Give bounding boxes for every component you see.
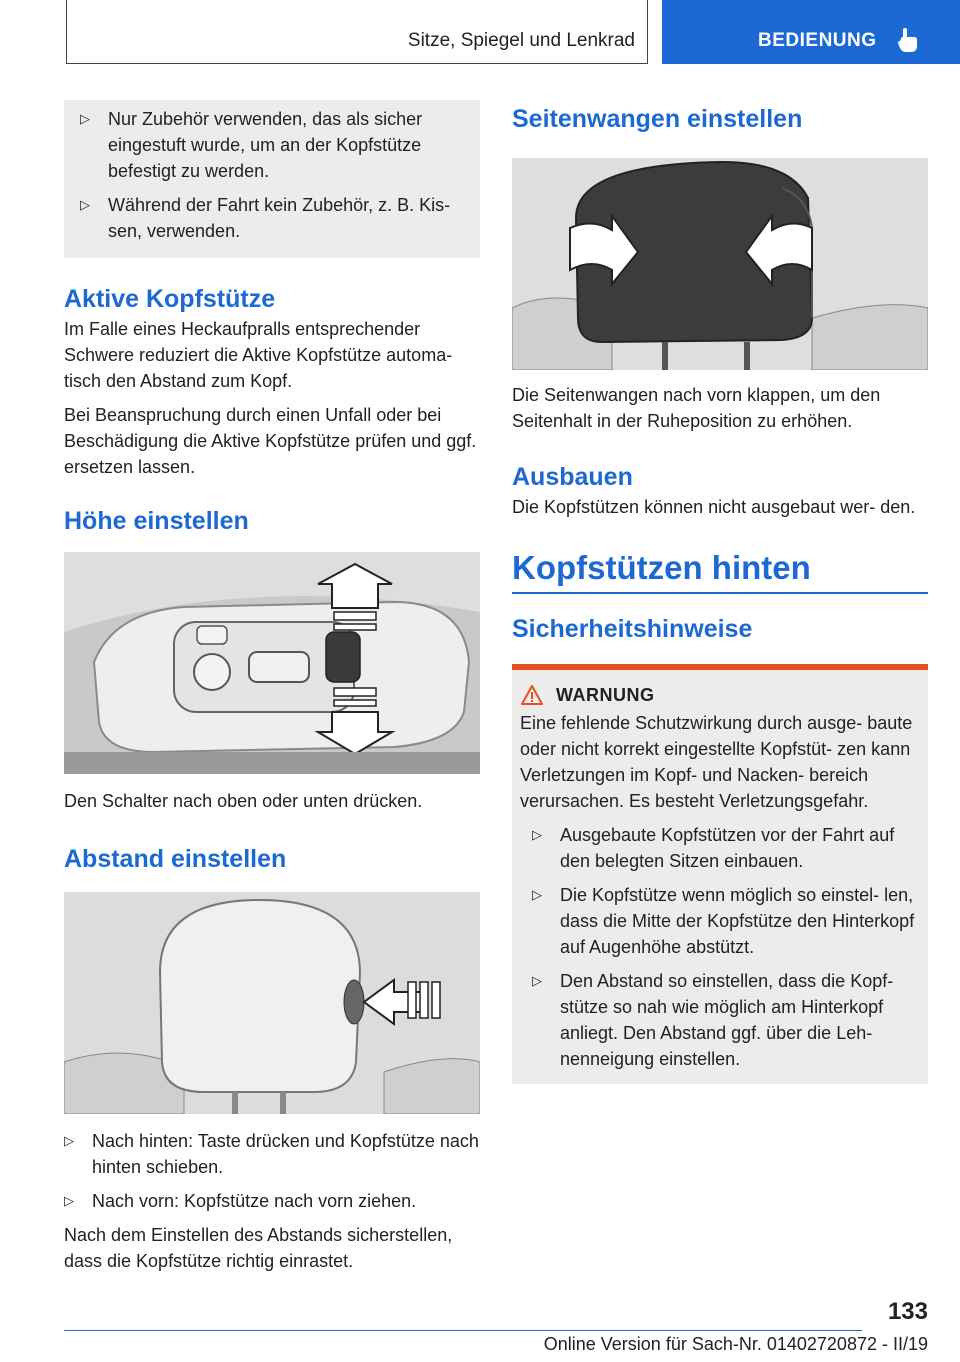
heading-kopfstuetzen-hinten: Kopfstützen hinten — [512, 548, 928, 594]
list-item-text: Den Abstand so einstellen, dass die Kopf- stütze so nah wie möglich am Hinterkopf anliegt. Den Abstand ggf. über die Leh- nenneigung einstellen. — [560, 971, 894, 1069]
warning-block — [512, 664, 928, 1084]
warning-triangle-icon — [520, 684, 544, 706]
heading-aktive-kopfstuetze: Aktive Kopfstütze — [64, 285, 276, 313]
bullet-triangle-icon: ▷ — [80, 197, 90, 212]
paragraph: Die Kopfstützen können nicht ausgebaut wer- den. — [512, 497, 916, 517]
footer-version-text: Online Version für Sach-Nr. 01402720872 - II/19 — [543, 1334, 928, 1354]
bullet-triangle-icon: ▷ — [532, 887, 542, 902]
bullet-triangle-icon: ▷ — [532, 973, 542, 988]
chapter-title: Sitze, Spiegel und Lenkrad — [407, 30, 635, 51]
left-column — [64, 100, 480, 1274]
heading-seitenwangen-einstellen: Seitenwangen einstellen — [512, 105, 803, 133]
heading-ausbauen: Ausbauen — [512, 463, 633, 491]
page-number: 133 — [887, 1298, 928, 1325]
list-item — [532, 822, 916, 874]
list-item — [64, 1128, 480, 1180]
header-chapter-box — [66, 0, 648, 64]
side-wings-illustration — [512, 158, 928, 370]
paragraph: Im Falle eines Heckaufpralls entsprechender Schwere reduziert die Aktive Kopfstütze automa- tisch den Abstand zum Kopf. — [64, 319, 453, 391]
list-item — [80, 192, 466, 244]
list-item-text: Während der Fahrt kein Zubehör, z. B. Kis- sen, verwenden. — [108, 195, 451, 241]
headrest-distance-illustration — [64, 892, 480, 1114]
heading-sicherheitshinweise: Sicherheitshinweise — [512, 615, 753, 643]
footer-divider — [64, 1330, 862, 1331]
warning-text: Eine fehlende Schutzwirkung durch ausge- baute oder nicht korrekt eingestellte Kopfstüt- zen kann Verletzungen im Kopf- und Nacken- bereich verursachen. Es besteht Verletzungsgefahr. — [520, 713, 913, 811]
list-item-text: Nur Zubehör verwenden, das als sicher eingestuft wurde, um an der Kopfstütze befestigt zu werden. — [108, 109, 423, 181]
height-switch-illustration — [64, 552, 480, 774]
paragraph: Nach dem Einstellen des Abstands sicherstellen, dass die Kopfstütze richtig einrastet. — [64, 1225, 453, 1271]
bullet-triangle-icon: ▷ — [64, 1133, 74, 1148]
heading-abstand-einstellen: Abstand einstellen — [64, 845, 287, 873]
bullet-triangle-icon: ▷ — [64, 1193, 74, 1208]
heading-hoehe-einstellen: Höhe einstellen — [64, 507, 249, 535]
intro-bullet-box — [64, 100, 480, 258]
list-item — [64, 1188, 480, 1214]
bullet-triangle-icon: ▷ — [80, 111, 90, 126]
paragraph: Bei Beanspruchung durch einen Unfall oder bei Beschädigung die Aktive Kopfstütze prüfen und ggf. ersetzen lassen. — [64, 405, 477, 477]
list-item-text: Ausgebaute Kopfstützen vor der Fahrt auf den belegten Sitzen einbauen. — [560, 825, 895, 871]
hand-pointer-icon — [896, 26, 920, 54]
list-item-text: Nach vorn: Kopfstütze nach vorn ziehen. — [92, 1191, 417, 1211]
section-label: BEDIENUNG — [758, 30, 877, 51]
warning-box — [512, 670, 928, 1084]
bullet-triangle-icon: ▷ — [532, 827, 542, 842]
header-section-tab[interactable] — [662, 0, 960, 64]
warning-label: WARNUNG — [556, 684, 655, 705]
caption: Die Seitenwangen nach vorn klappen, um den Seitenhalt in der Ruheposition zu erhöhen. — [512, 385, 881, 431]
list-item-text: Nach hinten: Taste drücken und Kopfstütze nach hinten schieben. — [92, 1131, 479, 1177]
list-item — [532, 882, 916, 960]
list-item — [80, 106, 466, 184]
list-item-text: Die Kopfstütze wenn möglich so einstel- len, dass die Mitte der Kopfstütze den Hinterkopf auf Augenhöhe abstützt. — [560, 885, 915, 957]
warning-header — [520, 684, 916, 706]
caption: Den Schalter nach oben oder unten drücken. — [64, 791, 423, 811]
right-column — [512, 100, 928, 1084]
list-item — [532, 968, 916, 1072]
